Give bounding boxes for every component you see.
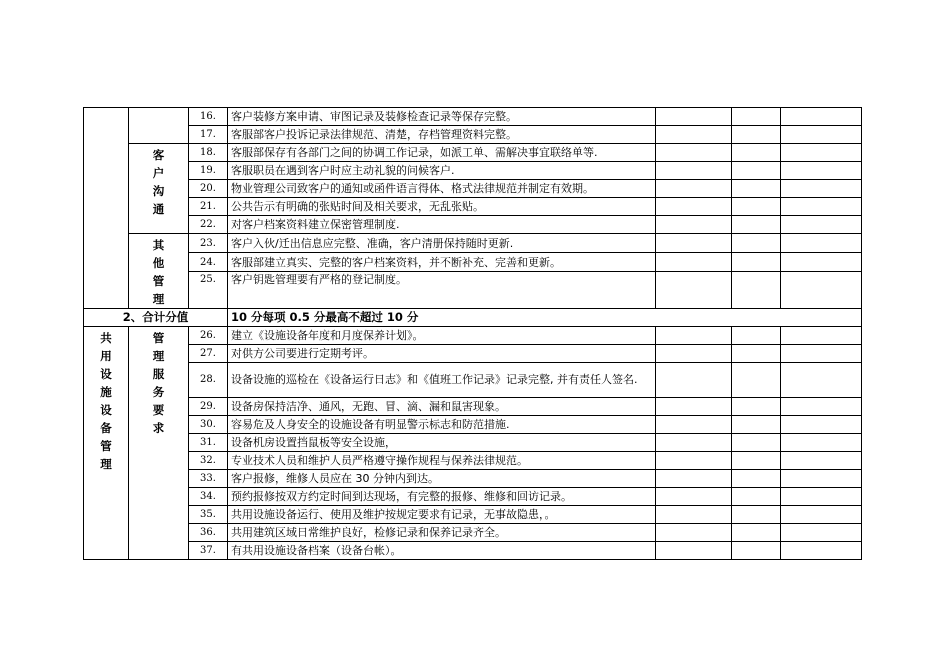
score-cell <box>732 416 781 434</box>
table-row <box>84 234 862 253</box>
score-cell <box>732 398 781 416</box>
category-char: 他 <box>152 256 165 270</box>
item-text: 公共告示有明确的张贴时间及相关要求，无乱张贴。 <box>228 198 656 216</box>
table-row <box>84 198 862 216</box>
table-row <box>84 416 862 434</box>
score-cell <box>732 216 781 234</box>
category-char: 管 <box>152 274 165 288</box>
table-row <box>84 452 862 470</box>
score-cell <box>781 434 862 452</box>
item-text: 设备房保持洁净、通风，无跑、冒、滴、漏和鼠害现象。 <box>228 398 656 416</box>
item-text: 建立《设施设备年度和月度保养计划》。 <box>228 327 656 345</box>
score-cell <box>781 198 862 216</box>
score-cell <box>781 416 862 434</box>
score-cell <box>781 216 862 234</box>
item-text: 客服部建立真实、完整的客户档案资料，并不断补充、完善和更新。 <box>228 253 656 272</box>
item-number: 29. <box>189 398 228 416</box>
item-text: 客服部保存有各部门之间的协调工作记录，如派工单、需解决事宜联络单等. <box>228 144 656 162</box>
score-cell <box>781 126 862 144</box>
score-cell <box>781 345 862 363</box>
item-text: 有共用设施设备档案（设备台帐）。 <box>228 542 656 560</box>
score-row <box>84 309 862 327</box>
table-row <box>84 108 862 126</box>
table-row <box>84 542 862 560</box>
category-char: 理 <box>152 349 165 363</box>
score-cell <box>732 506 781 524</box>
main-category-blank <box>84 108 129 309</box>
score-cell <box>781 108 862 126</box>
sub-category-other-management <box>129 234 189 309</box>
item-number: 27. <box>189 345 228 363</box>
category-char: 求 <box>152 421 165 435</box>
item-text: 客服职员在遇到客户时应主动礼貌的问候客户. <box>228 162 656 180</box>
category-char: 共 <box>100 331 112 345</box>
item-number: 21. <box>189 198 228 216</box>
category-char: 用 <box>100 349 112 363</box>
score-cell <box>732 524 781 542</box>
item-text: 物业管理公司致客户的通知或函件语言得体、格式法律规范并制定有效期。 <box>228 180 656 198</box>
item-number: 34. <box>189 488 228 506</box>
score-cell <box>781 180 862 198</box>
item-text: 客户入伙/迁出信息应完整、准确，客户清册保持随时更新. <box>228 234 656 253</box>
score-cell <box>732 272 781 309</box>
category-char: 要 <box>152 403 165 417</box>
score-cell <box>781 506 862 524</box>
score-cell <box>781 452 862 470</box>
item-number: 36. <box>189 524 228 542</box>
evaluation-table <box>83 107 862 560</box>
score-cell <box>732 434 781 452</box>
item-text: 对客户档案资料建立保密管理制度. <box>228 216 656 234</box>
score-cell <box>732 234 781 253</box>
item-number: 17. <box>189 126 228 144</box>
item-number: 37. <box>189 542 228 560</box>
score-cell <box>656 506 732 524</box>
item-number: 31. <box>189 434 228 452</box>
score-cell <box>656 126 732 144</box>
table-row <box>84 488 862 506</box>
table-row <box>84 345 862 363</box>
item-text: 共用建筑区域日常维护良好，检修记录和保养记录齐全。 <box>228 524 656 542</box>
score-cell <box>781 234 862 253</box>
score-cell <box>732 198 781 216</box>
item-number: 35. <box>189 506 228 524</box>
category-char: 设 <box>100 367 112 381</box>
table-row <box>84 470 862 488</box>
score-label: 2、合计分值 <box>84 309 228 327</box>
score-cell <box>732 144 781 162</box>
score-cell <box>732 452 781 470</box>
score-cell <box>656 542 732 560</box>
score-cell <box>732 180 781 198</box>
score-cell <box>732 327 781 345</box>
score-cell <box>656 162 732 180</box>
score-cell <box>732 162 781 180</box>
score-cell <box>732 345 781 363</box>
item-text: 客户钥匙管理要有严格的登记制度。 <box>228 272 656 309</box>
score-cell <box>781 272 862 309</box>
score-cell <box>656 524 732 542</box>
score-value: 10 分每项 0.5 分最高不超过 10 分 <box>228 309 862 327</box>
score-cell <box>656 488 732 506</box>
item-text: 客户装修方案申请、审图记录及装修检查记录等保存完整。 <box>228 108 656 126</box>
item-text: 专业技术人员和维护人员严格遵守操作规程与保养法律规范。 <box>228 452 656 470</box>
score-cell <box>656 144 732 162</box>
score-cell <box>732 108 781 126</box>
table-row <box>84 272 862 309</box>
score-cell <box>656 253 732 272</box>
item-number: 25. <box>189 272 228 309</box>
table-row <box>84 253 862 272</box>
category-char: 施 <box>100 385 112 399</box>
category-char: 其 <box>152 238 165 252</box>
score-cell <box>656 398 732 416</box>
category-char: 理 <box>100 457 112 471</box>
item-number: 20. <box>189 180 228 198</box>
table-row <box>84 216 862 234</box>
score-cell <box>781 398 862 416</box>
item-text: 对供方公司要进行定期考评。 <box>228 345 656 363</box>
sub-category-customer-communication <box>129 144 189 234</box>
item-number: 26. <box>189 327 228 345</box>
score-cell <box>656 363 732 398</box>
table-row <box>84 144 862 162</box>
item-number: 16. <box>189 108 228 126</box>
item-number: 24. <box>189 253 228 272</box>
category-char: 服 <box>152 367 165 381</box>
category-char: 务 <box>152 385 165 399</box>
table-row <box>84 434 862 452</box>
item-text: 设备设施的巡检在《设备运行日志》和《值班工作记录》记录完整, 并有责任人签名. <box>228 363 656 398</box>
item-text: 设备机房设置挡鼠板等安全设施， <box>228 434 656 452</box>
score-cell <box>656 452 732 470</box>
score-cell <box>781 470 862 488</box>
item-number: 30. <box>189 416 228 434</box>
score-cell <box>781 363 862 398</box>
table-row <box>84 162 862 180</box>
item-text: 容易危及人身安全的设施设备有明显警示标志和防范措施. <box>228 416 656 434</box>
table-row <box>84 524 862 542</box>
item-number: 32. <box>189 452 228 470</box>
category-char: 设 <box>100 403 112 417</box>
score-cell <box>656 272 732 309</box>
score-cell <box>732 488 781 506</box>
item-number: 23. <box>189 234 228 253</box>
item-text: 共用设施设备运行、使用及维护按规定要求有记录，无事故隐患，。 <box>228 506 656 524</box>
score-cell <box>781 488 862 506</box>
category-char: 管 <box>152 331 165 345</box>
category-char: 户 <box>152 166 165 180</box>
score-cell <box>732 253 781 272</box>
category-char: 沟 <box>152 184 165 198</box>
score-cell <box>656 434 732 452</box>
table-row <box>84 327 862 345</box>
table-row <box>84 398 862 416</box>
item-text: 客户报修，维修人员应在 30 分钟内到达。 <box>228 470 656 488</box>
score-cell <box>656 234 732 253</box>
score-cell <box>656 416 732 434</box>
score-cell <box>656 327 732 345</box>
category-char: 客 <box>152 148 165 162</box>
category-char: 通 <box>152 202 165 216</box>
table-row <box>84 180 862 198</box>
score-cell <box>781 327 862 345</box>
item-number: 18. <box>189 144 228 162</box>
category-char: 备 <box>100 421 112 435</box>
score-cell <box>781 542 862 560</box>
score-cell <box>781 253 862 272</box>
sub-category-service-requirements <box>129 327 189 560</box>
score-cell <box>732 470 781 488</box>
score-cell <box>656 198 732 216</box>
score-cell <box>732 363 781 398</box>
score-cell <box>732 542 781 560</box>
score-cell <box>781 524 862 542</box>
table-row <box>84 363 862 398</box>
category-char: 管 <box>100 439 112 453</box>
score-cell <box>781 144 862 162</box>
item-number: 28. <box>189 363 228 398</box>
score-cell <box>656 345 732 363</box>
table-row <box>84 126 862 144</box>
score-cell <box>781 162 862 180</box>
item-number: 19. <box>189 162 228 180</box>
item-text: 客服部客户投诉记录法律规范、清楚，存档管理资料完整。 <box>228 126 656 144</box>
score-cell <box>656 108 732 126</box>
score-cell <box>656 180 732 198</box>
item-number: 33. <box>189 470 228 488</box>
item-text: 预约报修按双方约定时间到达现场，有完整的报修、维修和回访记录。 <box>228 488 656 506</box>
sub-category-blank <box>129 108 189 144</box>
score-cell <box>656 470 732 488</box>
item-number: 22. <box>189 216 228 234</box>
table-row <box>84 506 862 524</box>
category-char: 理 <box>152 292 165 306</box>
score-cell <box>732 126 781 144</box>
score-cell <box>656 216 732 234</box>
main-category-facility-management <box>84 327 129 560</box>
